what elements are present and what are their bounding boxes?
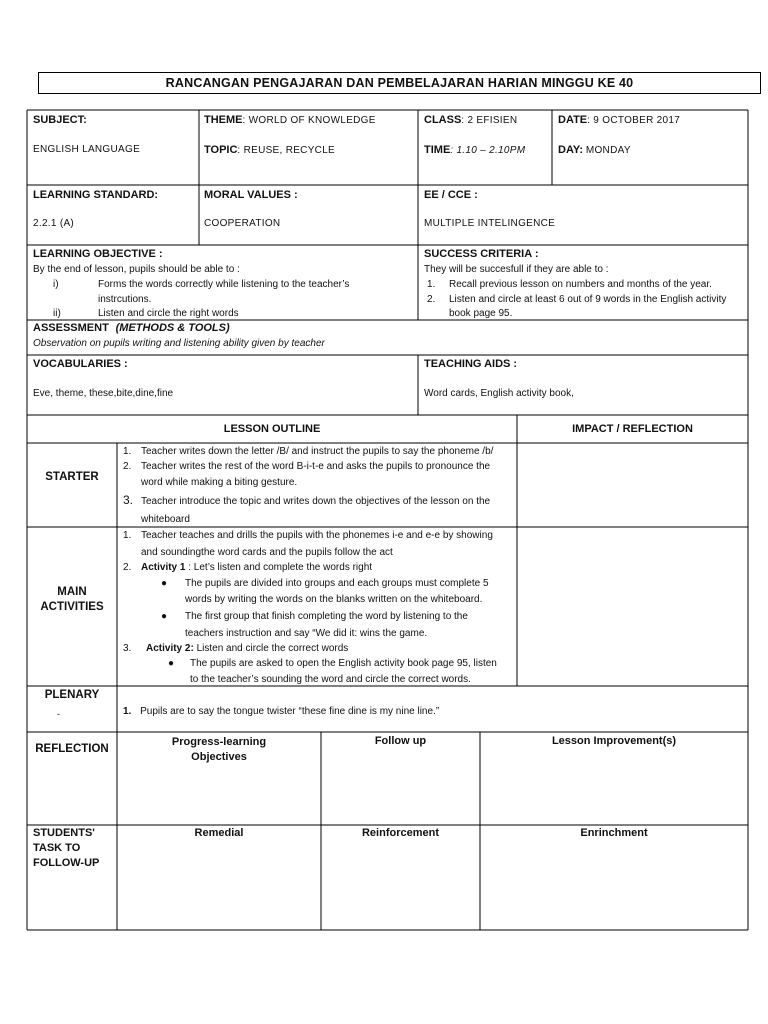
objective-num: i) (53, 279, 59, 290)
activity-1-bullet-text-cont: teachers instruction and say “We did it: wins the game. (185, 628, 428, 639)
criteria-num: 2. (427, 294, 436, 305)
learning-objective-label: LEARNING OBJECTIVE : (33, 248, 163, 260)
starter-text: Teacher writes down the letter /B/ and instruct the pupils to say the phoneme /b/ (141, 446, 494, 457)
starter-text-cont: whiteboard (141, 514, 190, 525)
starter-text-cont: word while making a biting gesture. (141, 477, 298, 488)
ee-cce-label: EE / CCE : (424, 189, 478, 201)
date-label: DATE (558, 114, 588, 126)
progress-learning-header (117, 735, 321, 765)
bullet-icon: ● (161, 578, 168, 589)
plenary-mark: - (57, 709, 60, 719)
objective-num: ii) (53, 308, 61, 319)
impact-reflection-header: IMPACT / REFLECTION (572, 423, 693, 435)
date-value: : 9 OCTOBER 2017 (587, 115, 681, 126)
plenary-line (123, 704, 439, 719)
objective-text: Forms the words correctly while listening to the teacher’s (98, 279, 350, 290)
main-num: 3. (123, 643, 132, 654)
activity-2-bullet-text: The pupils are asked to open the English activity book page 95, listen (190, 658, 497, 669)
starter-text: Teacher writes the rest of the word B-i-t-e and asks the pupils to pronounce the (141, 461, 491, 472)
success-criteria-intro: They will be succesfull if they are able to : (424, 264, 609, 275)
theme-field (204, 114, 376, 126)
starter-num: 2. (123, 461, 132, 472)
remedial-header: Remedial (194, 827, 244, 839)
vocabularies-text: Eve, theme, these,bite,dine,fine (33, 388, 174, 399)
plenary-label: PLENARY (44, 689, 100, 701)
time-field (424, 144, 525, 156)
activity-1-bullet-text: The pupils are divided into groups and each groups must complete 5 (185, 578, 489, 589)
teaching-aids-label: TEACHING AIDS : (424, 358, 518, 370)
class-label: CLASS (424, 114, 462, 126)
time-value: : 1.10 – 2.10PM (450, 145, 526, 156)
theme-label: THEME (204, 114, 243, 126)
follow-up-header: Follow up (374, 735, 427, 747)
moral-values-value: COOPERATION (204, 218, 281, 229)
learning-standard-value: 2.2.1 (A) (33, 218, 75, 229)
students-task-line: TASK TO (33, 842, 81, 854)
reinforcement-header: Reinforcement (361, 827, 440, 839)
learning-objective-intro: By the end of lesson, pupils should be able to : (33, 264, 240, 275)
criteria-text: Listen and circle at least 6 out of 9 words in the English activity (449, 294, 727, 305)
vocabularies-label: VOCABULARIES : (33, 358, 128, 370)
starter-text: Teacher introduce the topic and writes down the objectives of the lesson on the (141, 496, 491, 507)
ee-cce-value: MULTIPLE INTELINGENCE (424, 218, 556, 229)
activity-2-bullet-text-cont: to the teacher’s sounding the word and circle the correct words. (190, 674, 471, 685)
progress-learning-line: Objectives (191, 751, 247, 763)
topic-label: TOPIC (204, 144, 238, 156)
objective-text: Listen and circle the right words (98, 308, 239, 319)
teaching-aids-text: Word cards, English activity book, (424, 388, 574, 399)
assessment-label: ASSESSMENT (33, 322, 109, 334)
students-task-line: STUDENTS' (33, 827, 95, 839)
students-task-label (33, 826, 99, 871)
starter-num: 3. (123, 493, 134, 507)
activity-1-bullet-text: The first group that finish completing the word by listening to the (185, 611, 468, 622)
learning-standard-label: LEARNING STANDARD: (33, 189, 159, 201)
activity-2-text: Listen and circle the correct words (193, 643, 349, 654)
main-activities-label (27, 585, 117, 615)
activity-2-label: Activity 2: (146, 643, 194, 654)
date-field (558, 114, 680, 126)
progress-learning-line: Progress-learning (171, 736, 267, 748)
bullet-icon: ● (161, 611, 168, 622)
page-title: RANCANGAN PENGAJARAN DAN PEMBELAJARAN HARIAN MINGGU KE 40 (38, 72, 761, 94)
activity-1-text: : Let’s listen and complete the words right (188, 562, 373, 573)
main-text: Teacher teaches and drills the pupils with the phonemes i-e and e-e by showing (141, 530, 493, 541)
activity-2-line (146, 641, 348, 656)
success-criteria-label: SUCCESS CRITERIA : (424, 248, 539, 260)
activity-1-line (141, 560, 372, 575)
assessment-text: Observation on pupils writing and listening ability given by teacher (33, 338, 325, 349)
assessment-heading (33, 322, 230, 334)
bullet-icon: ● (168, 658, 175, 669)
lesson-outline-header: LESSON OUTLINE (223, 423, 321, 435)
criteria-text-cont: book page 95. (449, 308, 513, 319)
objective-text-cont: instrcutions. (98, 294, 152, 305)
students-task-line: FOLLOW-UP (33, 857, 100, 869)
activity-1-label: Activity 1 (141, 562, 186, 573)
topic-field (204, 144, 335, 156)
main-label-line: MAIN (57, 586, 87, 598)
starter-num: 1. (123, 446, 132, 457)
class-field (424, 114, 517, 126)
topic-value: : REUSE, RECYCLE (237, 145, 336, 156)
subject-value: ENGLISH LANGUAGE (33, 144, 141, 155)
class-value: : 2 EFISIEN (461, 115, 518, 126)
time-label: TIME (424, 144, 451, 156)
theme-value: : WORLD OF KNOWLEDGE (242, 115, 376, 126)
day-label: DAY: (558, 144, 584, 156)
criteria-num: 1. (427, 279, 436, 290)
plenary-text: Pupils are to say the tongue twister “these fine dine is my nine line.” (140, 706, 440, 717)
day-value: MONDAY (585, 145, 631, 156)
criteria-text: Recall previous lesson on numbers and months of the year. (449, 279, 712, 290)
plenary-num: 1. (123, 706, 132, 717)
subject-label: SUBJECT: (33, 114, 87, 126)
activity-1-bullet-text-cont: words by writing the words on the blanks written on the whiteboard. (185, 594, 483, 605)
main-label-line: ACTIVITIES (40, 601, 104, 613)
main-num: 2. (123, 562, 132, 573)
reflection-label: REFLECTION (35, 743, 109, 755)
main-num: 1. (123, 530, 132, 541)
lesson-improvements-header: Lesson Improvement(s) (551, 735, 677, 747)
main-text-cont: and soundingthe word cards and the pupils follow the act (141, 547, 393, 558)
starter-label: STARTER (45, 471, 99, 483)
enrichment-header: Enrinchment (580, 827, 648, 839)
day-field (558, 144, 631, 156)
assessment-methods: (METHODS & TOOLS) (115, 322, 230, 334)
moral-values-label: MORAL VALUES : (204, 189, 298, 201)
